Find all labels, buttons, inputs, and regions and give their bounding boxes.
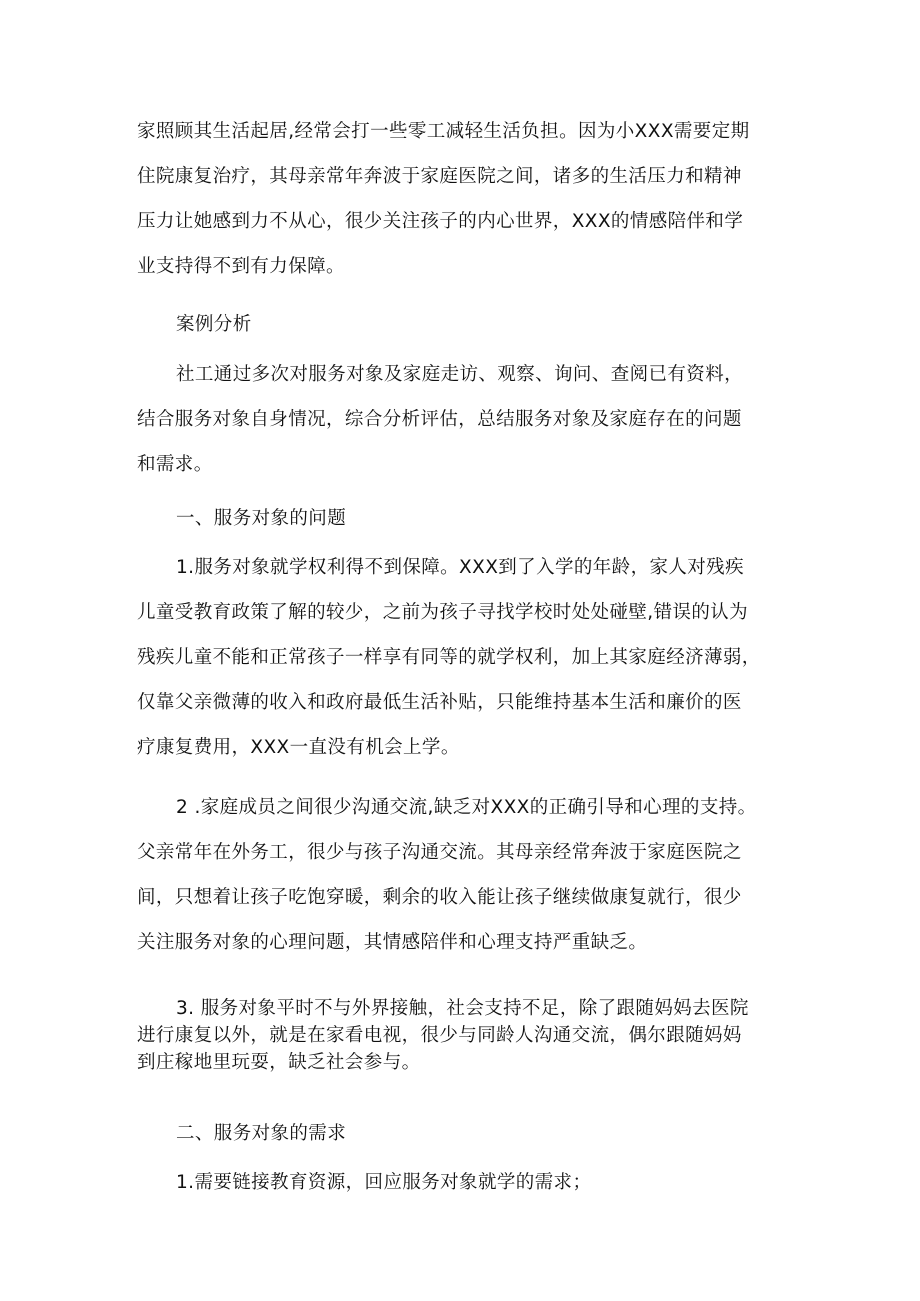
text-line: 社工通过多次对服务对象及家庭走访、观察、询问、查阅已有资料， bbox=[176, 364, 744, 385]
text-line: 业支持得不到有力保障。 bbox=[137, 256, 345, 277]
text-line: 结合服务对象自身情况，综合分析评估，总结服务对象及家庭存在的问题 bbox=[137, 409, 742, 430]
paragraph-need-1 bbox=[137, 1160, 789, 1205]
paragraph-problem-2 bbox=[137, 785, 789, 965]
text-line: 关注服务对象的心理问题，其情感陪伴和心理支持严重缺乏。 bbox=[137, 932, 648, 953]
text-line: 父亲常年在外务工，很少与孩子沟通交流。其母亲经常奔波于家庭医院之 bbox=[137, 842, 742, 863]
text-line: 进行康复以外，就是在家看电视，很少与同龄人沟通交流，偶尔跟随妈妈 bbox=[137, 1025, 742, 1046]
section-heading: 案例分析 bbox=[176, 314, 252, 335]
text-line: 1.需要链接教育资源，回应服务对象就学的需求； bbox=[176, 1172, 592, 1193]
section-heading: 二、服务对象的需求 bbox=[176, 1123, 347, 1144]
text-line: 间，只想着让孩子吃饱穿暖，剩余的收入能让孩子继续做康复就行，很少 bbox=[137, 887, 742, 908]
text-line: 1.服务对象就学权利得不到保障。XXX到了入学的年龄，家人对残疾 bbox=[176, 557, 744, 578]
paragraph-problem-1 bbox=[137, 545, 789, 770]
text-line: 疗康复费用，XXX一直没有机会上学。 bbox=[137, 737, 460, 758]
text-line: 3. 服务对象平时不与外界接触，社会支持不足，除了跟随妈妈去医院 bbox=[176, 998, 749, 1019]
heading-problems bbox=[137, 496, 789, 541]
text-line: 仅靠父亲微薄的收入和政府最低生活补贴，只能维持基本生活和廉价的医 bbox=[137, 692, 742, 713]
paragraph-problem-3 bbox=[137, 995, 789, 1076]
heading-case-analysis bbox=[137, 302, 789, 347]
text-line: 到庄稼地里玩耍，缺乏社会参与。 bbox=[137, 1052, 421, 1073]
heading-needs bbox=[137, 1111, 789, 1156]
text-line: 儿童受教育政策了解的较少，之前为孩子寻找学校时处处碰壁,错误的认为 bbox=[137, 602, 749, 623]
text-line: 家照顾其生活起居,经常会打一些零工减轻生活负担。因为小XXX需要定期 bbox=[137, 121, 750, 142]
paragraph-family-background bbox=[137, 109, 789, 289]
text-line: 住院康复治疗，其母亲常年奔波于家庭医院之间，诸多的生活压力和精神 bbox=[137, 166, 742, 187]
text-line: 2 .家庭成员之间很少沟通交流,缺乏对XXX的正确引导和心理的支持。 bbox=[176, 797, 757, 818]
section-heading: 一、服务对象的问题 bbox=[176, 508, 347, 529]
paragraph-assessment bbox=[137, 352, 789, 487]
text-line: 压力让她感到力不从心，很少关注孩子的内心世界，XXX的情感陪伴和学 bbox=[137, 211, 744, 232]
text-line: 残疾儿童不能和正常孩子一样享有同等的就学权利，加上其家庭经济薄弱， bbox=[137, 647, 761, 668]
text-line: 和需求。 bbox=[137, 454, 213, 475]
